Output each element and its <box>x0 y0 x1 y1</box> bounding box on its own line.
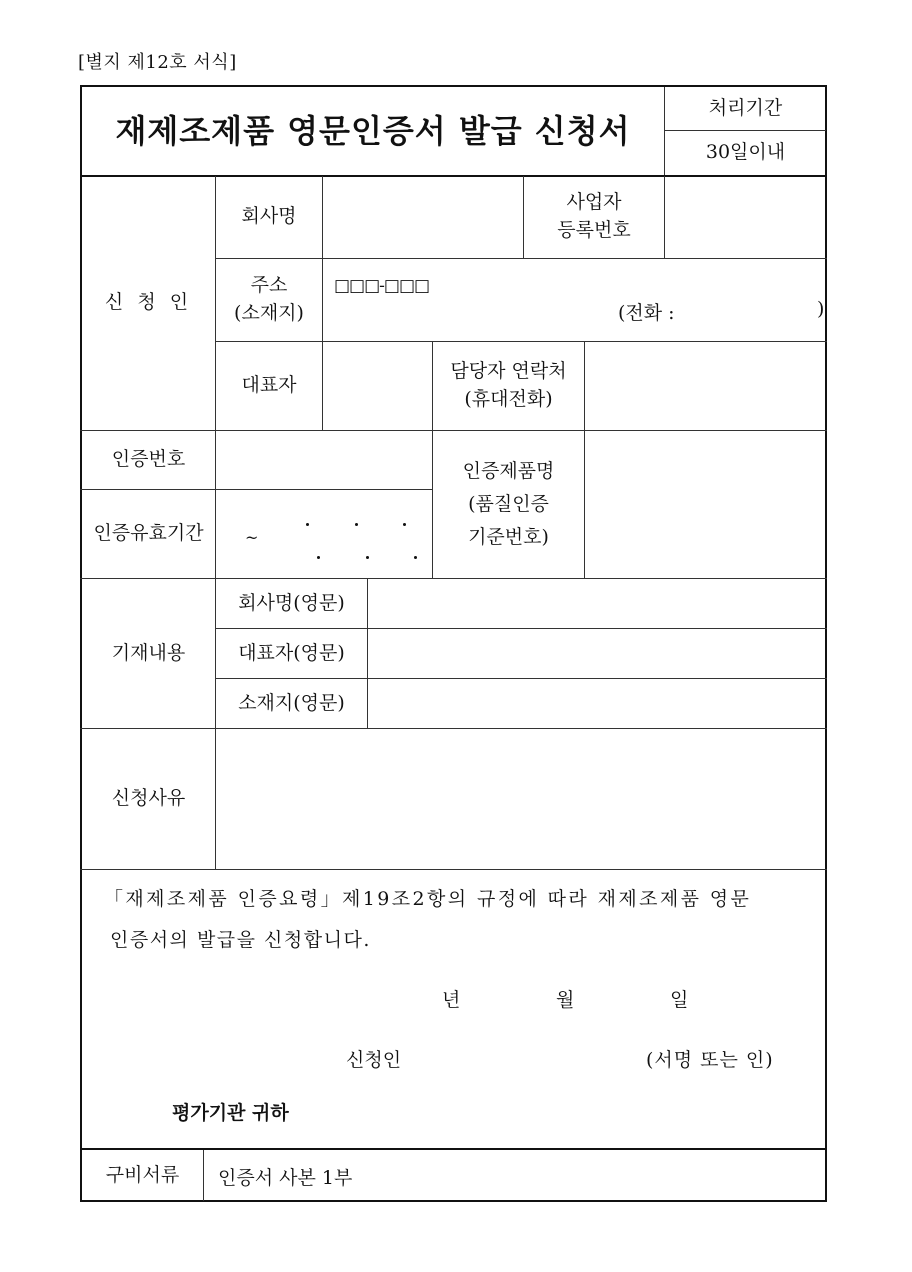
english-address-label: 소재지(영문) <box>238 691 345 714</box>
english-representative-field[interactable] <box>368 629 826 678</box>
company-name-label: 회사명 <box>241 205 297 228</box>
required-documents-label: 구비서류 <box>105 1163 180 1186</box>
form-number-label: [별지 제12호 서식] <box>78 52 237 73</box>
representative-field[interactable] <box>323 342 432 430</box>
addressee-label: 평가기관 귀하 <box>172 1102 289 1124</box>
signature-or-seal-label: (서명 또는 인) <box>646 1049 774 1071</box>
address-label <box>216 259 322 341</box>
declaration-line-1: 「재제조제품 인증요령」제19조2항의 규정에 따라 재제조제품 영문 <box>104 888 752 910</box>
certified-product-label <box>433 431 584 578</box>
business-registration-label <box>524 176 664 258</box>
required-documents-value: 인증서 사본 1부 <box>218 1167 353 1189</box>
contact-label-line2: (휴대전화) <box>464 388 553 410</box>
date-day-label: 일 <box>670 989 689 1011</box>
postal-code-placeholder: □□□-□□□ <box>334 276 430 296</box>
contact-label-line1: 담당자 연락처 <box>450 360 567 383</box>
phone-suffix: ) <box>817 298 825 320</box>
english-entries-section-label: 기재내용 <box>111 641 186 664</box>
business-registration-label-line1: 사업자 <box>566 191 622 214</box>
business-registration-label-line2: 등록번호 <box>557 219 631 241</box>
application-reason-label: 신청사유 <box>111 787 186 810</box>
business-registration-field[interactable] <box>665 176 826 258</box>
phone-prefix: (전화 : <box>618 302 675 324</box>
company-name-field[interactable] <box>323 176 523 258</box>
applicant-section-label: 신 청 인 <box>104 291 193 314</box>
certified-product-label-line1: 인증제품명 <box>462 459 555 482</box>
signature-field[interactable] <box>420 1040 640 1072</box>
contact-label <box>433 342 584 430</box>
page-title: 재제조제품 영문인증서 발급 신청서 <box>115 111 631 150</box>
english-company-name-label: 회사명(영문) <box>238 591 345 614</box>
processing-period-value: 30일이내 <box>705 141 786 164</box>
english-company-name-field[interactable] <box>368 579 826 628</box>
address-label-line2: (소재지) <box>234 302 304 324</box>
processing-period-label: 처리기간 <box>708 96 783 119</box>
declaration-line-2: 인증서의 발급을 신청합니다. <box>110 929 371 951</box>
certified-product-label-line3: 기준번호) <box>468 526 549 549</box>
contact-field[interactable] <box>585 342 826 430</box>
date-year-label: 년 <box>442 989 461 1011</box>
validity-period-label: 인증유효기간 <box>93 522 204 545</box>
date-month-label: 월 <box>556 989 575 1011</box>
applicant-signature-label: 신청인 <box>346 1049 402 1071</box>
application-reason-field[interactable] <box>216 729 826 869</box>
english-representative-label: 대표자(영문) <box>238 641 345 664</box>
address-field[interactable] <box>323 259 826 341</box>
validity-tilde: ~ <box>245 528 259 547</box>
representative-label: 대표자 <box>241 374 297 397</box>
english-address-field[interactable] <box>368 679 826 728</box>
certified-product-field[interactable] <box>585 431 826 578</box>
certification-number-label: 인증번호 <box>111 448 186 471</box>
certification-number-field[interactable] <box>216 431 432 489</box>
address-label-line1: 주소 <box>250 274 288 297</box>
certified-product-label-line2: (품질인증 <box>468 492 549 515</box>
